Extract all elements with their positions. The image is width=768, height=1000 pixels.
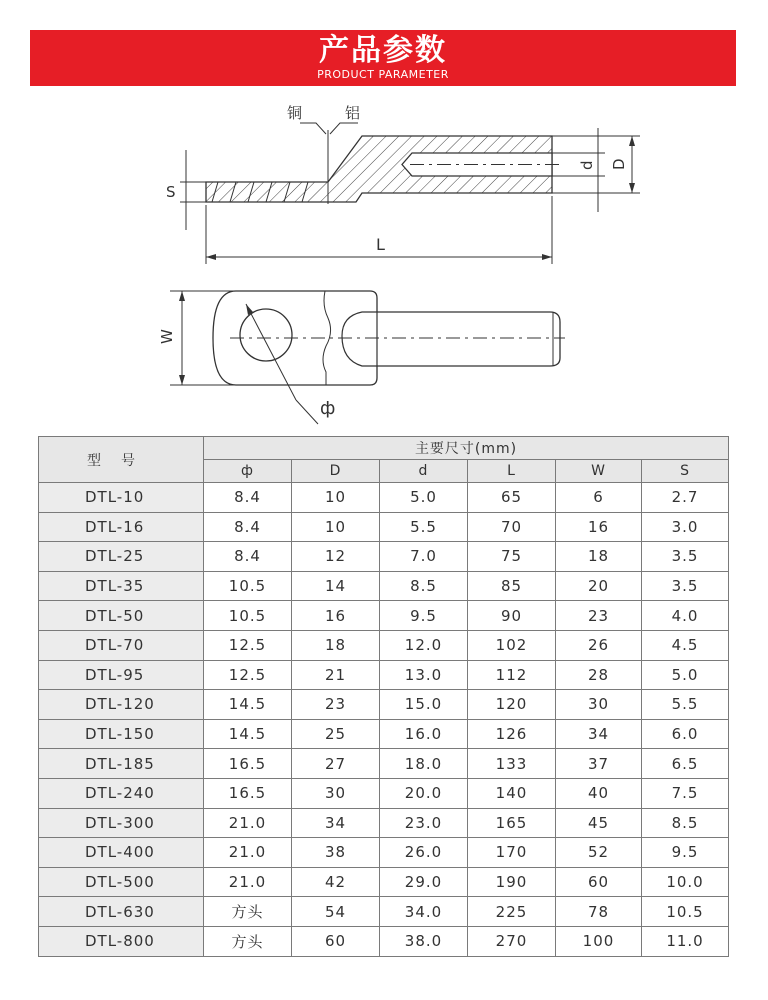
cell-L: 65 — [468, 483, 556, 513]
cell-S: 4.0 — [642, 601, 729, 631]
cell-model: DTL-150 — [39, 719, 204, 749]
cell-W: 26 — [556, 630, 642, 660]
cell-L: 112 — [468, 660, 556, 690]
table-row — [39, 601, 729, 631]
cell-D: 27 — [292, 749, 380, 779]
cell-D: 10 — [292, 483, 380, 513]
header-phi: ф — [204, 460, 292, 483]
spec-table — [38, 436, 729, 957]
cell-W: 52 — [556, 838, 642, 868]
cell-phi: 21.0 — [204, 808, 292, 838]
cell-W: 78 — [556, 897, 642, 927]
copper-label: 铜 — [287, 104, 303, 122]
cell-model: DTL-25 — [39, 542, 204, 572]
dim-L-label: L — [376, 235, 385, 254]
cell-W: 34 — [556, 719, 642, 749]
cell-L: 102 — [468, 630, 556, 660]
cell-phi: 16.5 — [204, 778, 292, 808]
dim-phi-label: ф — [320, 398, 336, 419]
cell-phi: 10.5 — [204, 601, 292, 631]
cell-D: 54 — [292, 897, 380, 927]
cell-phi: 8.4 — [204, 512, 292, 542]
cell-d: 12.0 — [380, 630, 468, 660]
cell-S: 5.0 — [642, 660, 729, 690]
cell-d: 20.0 — [380, 778, 468, 808]
cell-D: 14 — [292, 571, 380, 601]
cell-d: 9.5 — [380, 601, 468, 631]
cell-D: 60 — [292, 926, 380, 956]
cell-D: 10 — [292, 512, 380, 542]
cell-D: 18 — [292, 630, 380, 660]
cell-phi: 12.5 — [204, 630, 292, 660]
cell-L: 225 — [468, 897, 556, 927]
cell-S: 3.5 — [642, 542, 729, 572]
cell-d: 7.0 — [380, 542, 468, 572]
table-row — [39, 897, 729, 927]
cell-S: 3.5 — [642, 571, 729, 601]
cell-model: DTL-300 — [39, 808, 204, 838]
cell-model: DTL-10 — [39, 483, 204, 513]
cell-d: 29.0 — [380, 867, 468, 897]
banner-title: 产品参数 — [319, 33, 447, 68]
cell-d: 5.0 — [380, 483, 468, 513]
cell-phi: 16.5 — [204, 749, 292, 779]
cell-phi: 8.4 — [204, 483, 292, 513]
cell-d: 15.0 — [380, 690, 468, 720]
cell-W: 16 — [556, 512, 642, 542]
header-d: d — [380, 460, 468, 483]
table-row — [39, 630, 729, 660]
table-row — [39, 719, 729, 749]
cell-D: 12 — [292, 542, 380, 572]
table-row — [39, 926, 729, 956]
cell-W: 23 — [556, 601, 642, 631]
cell-S: 2.7 — [642, 483, 729, 513]
cell-D: 16 — [292, 601, 380, 631]
cell-phi: 21.0 — [204, 867, 292, 897]
cell-L: 85 — [468, 571, 556, 601]
banner-subtitle: PRODUCT PARAMETER — [317, 68, 449, 81]
cell-S: 3.0 — [642, 512, 729, 542]
cell-L: 170 — [468, 838, 556, 868]
cell-W: 60 — [556, 867, 642, 897]
cell-phi: 8.4 — [204, 542, 292, 572]
cell-S: 10.5 — [642, 897, 729, 927]
cell-model: DTL-70 — [39, 630, 204, 660]
cell-D: 34 — [292, 808, 380, 838]
mounting-hole — [240, 309, 292, 361]
cell-D: 25 — [292, 719, 380, 749]
cell-L: 140 — [468, 778, 556, 808]
cell-d: 8.5 — [380, 571, 468, 601]
cell-model: DTL-500 — [39, 867, 204, 897]
header-model: 型号 — [39, 437, 204, 483]
cell-W: 37 — [556, 749, 642, 779]
cell-d: 38.0 — [380, 926, 468, 956]
cell-S: 7.5 — [642, 778, 729, 808]
cell-S: 6.5 — [642, 749, 729, 779]
cell-phi: 14.5 — [204, 719, 292, 749]
cell-L: 270 — [468, 926, 556, 956]
cell-model: DTL-120 — [39, 690, 204, 720]
cell-phi: 12.5 — [204, 660, 292, 690]
table-row — [39, 483, 729, 513]
cell-d: 23.0 — [380, 808, 468, 838]
cell-phi: 21.0 — [204, 838, 292, 868]
cell-S: 5.5 — [642, 690, 729, 720]
cell-d: 5.5 — [380, 512, 468, 542]
cell-d: 26.0 — [380, 838, 468, 868]
spec-table-body — [39, 483, 729, 957]
table-row — [39, 749, 729, 779]
cell-model: DTL-95 — [39, 660, 204, 690]
cell-L: 90 — [468, 601, 556, 631]
table-row — [39, 778, 729, 808]
header-main-dimensions: 主要尺寸(mm) — [204, 437, 729, 460]
cell-S: 9.5 — [642, 838, 729, 868]
cell-D: 42 — [292, 867, 380, 897]
cell-S: 8.5 — [642, 808, 729, 838]
cell-D: 21 — [292, 660, 380, 690]
cell-phi: 方头 — [204, 926, 292, 956]
cell-W: 100 — [556, 926, 642, 956]
header-D: D — [292, 460, 380, 483]
table-row — [39, 838, 729, 868]
cell-W: 40 — [556, 778, 642, 808]
title-banner — [30, 30, 736, 86]
table-row — [39, 690, 729, 720]
table-row — [39, 512, 729, 542]
table-row — [39, 542, 729, 572]
cell-phi: 14.5 — [204, 690, 292, 720]
cell-W: 28 — [556, 660, 642, 690]
cell-L: 165 — [468, 808, 556, 838]
cell-L: 75 — [468, 542, 556, 572]
dim-S-label: S — [166, 183, 176, 201]
table-row — [39, 808, 729, 838]
cell-L: 120 — [468, 690, 556, 720]
table-row — [39, 571, 729, 601]
dim-d-label: d — [578, 160, 596, 170]
cell-L: 133 — [468, 749, 556, 779]
cell-S: 6.0 — [642, 719, 729, 749]
cell-d: 34.0 — [380, 897, 468, 927]
cell-model: DTL-50 — [39, 601, 204, 631]
table-row — [39, 660, 729, 690]
cell-model: DTL-16 — [39, 512, 204, 542]
dim-W-label: W — [158, 329, 176, 344]
cell-W: 6 — [556, 483, 642, 513]
cell-model: DTL-35 — [39, 571, 204, 601]
cell-S: 4.5 — [642, 630, 729, 660]
cell-phi: 方头 — [204, 897, 292, 927]
cell-model: DTL-400 — [39, 838, 204, 868]
cell-model: DTL-630 — [39, 897, 204, 927]
cell-W: 18 — [556, 542, 642, 572]
cell-model: DTL-800 — [39, 926, 204, 956]
cell-D: 38 — [292, 838, 380, 868]
aluminum-label: 铝 — [345, 104, 361, 122]
cell-d: 16.0 — [380, 719, 468, 749]
dim-D-label: D — [610, 158, 628, 170]
cell-L: 126 — [468, 719, 556, 749]
cell-D: 30 — [292, 778, 380, 808]
header-S: S — [642, 460, 729, 483]
cell-L: 70 — [468, 512, 556, 542]
cell-d: 18.0 — [380, 749, 468, 779]
cell-W: 20 — [556, 571, 642, 601]
header-W: W — [556, 460, 642, 483]
table-row — [39, 867, 729, 897]
cell-d: 13.0 — [380, 660, 468, 690]
cell-model: DTL-240 — [39, 778, 204, 808]
cell-L: 190 — [468, 867, 556, 897]
cell-D: 23 — [292, 690, 380, 720]
header-L: L — [468, 460, 556, 483]
cell-S: 11.0 — [642, 926, 729, 956]
lug-technical-drawing — [0, 95, 768, 435]
cell-phi: 10.5 — [204, 571, 292, 601]
cell-S: 10.0 — [642, 867, 729, 897]
cell-W: 45 — [556, 808, 642, 838]
cell-model: DTL-185 — [39, 749, 204, 779]
cell-W: 30 — [556, 690, 642, 720]
